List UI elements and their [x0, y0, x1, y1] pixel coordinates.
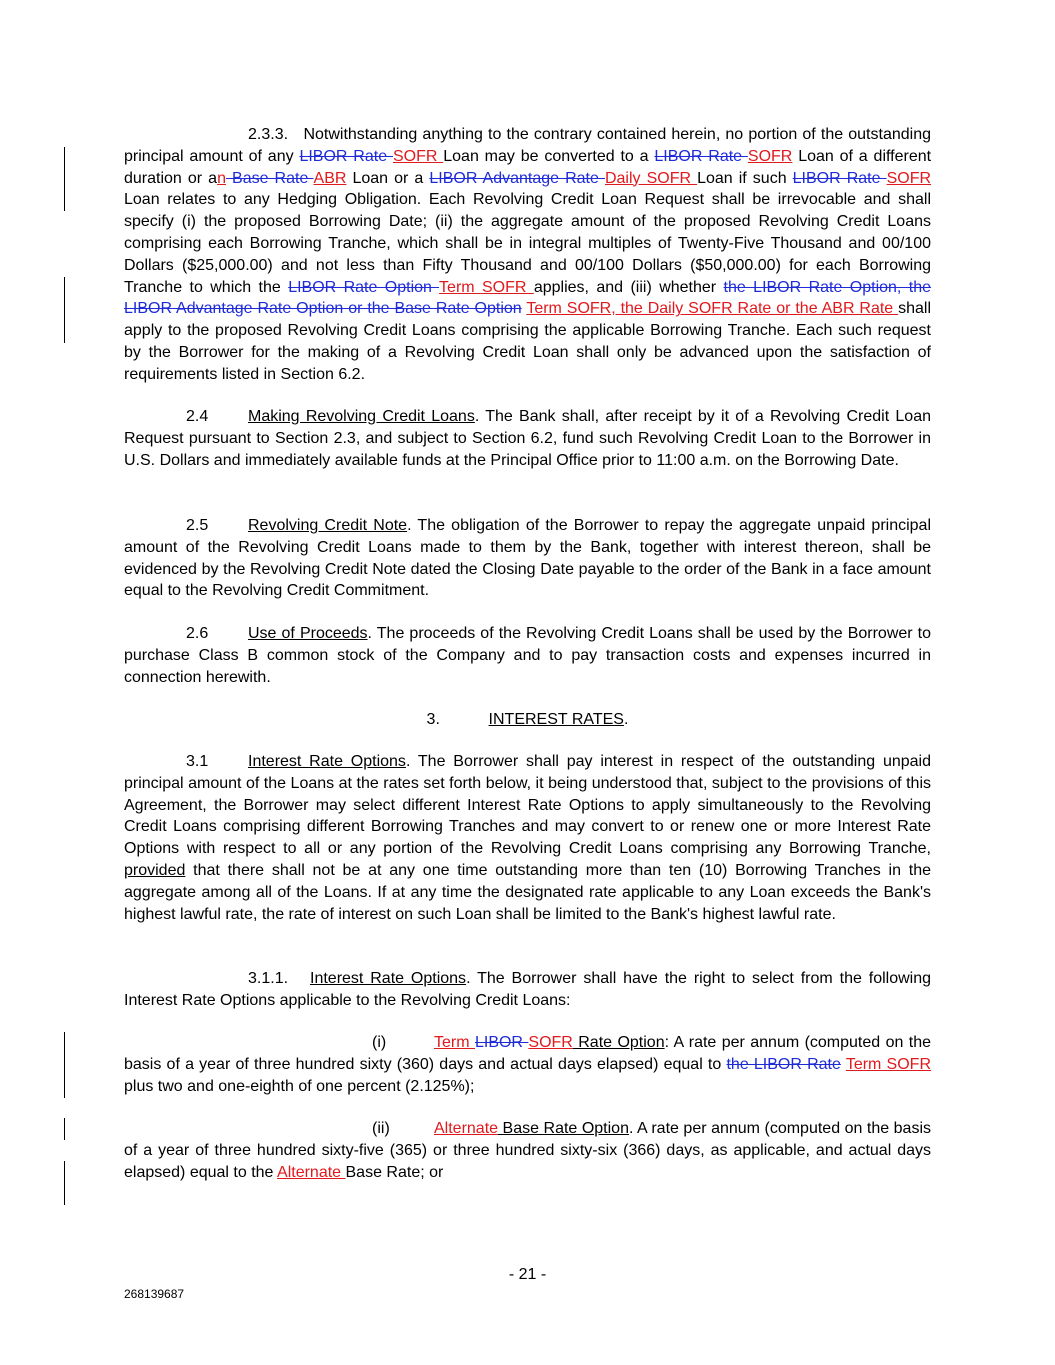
deleted-text: LIBOR — [474, 1034, 529, 1051]
section-title: Interest Rate Options — [248, 753, 406, 770]
change-bar — [64, 1161, 65, 1205]
deleted-text: Base Rate — [225, 169, 314, 187]
section-2-4 — [124, 406, 931, 471]
article-heading — [124, 709, 931, 731]
body-text: . The Bank shall, after receipt by it of a Revolving Credit Loan Request pursuant to Section 2.3, and subject to Section 6.2, fund such Revolving Credit Loan to the Borrower in U.S. Dollars and immediately available funds at the Principal Office prior to 11:00 a.m. on the Borrowing Date. — [124, 408, 931, 469]
body-text: Loan if such — [697, 169, 793, 187]
article-title: INTEREST RATES — [488, 711, 624, 728]
body-text: : A rate per annum (computed on the basis of a year of three hundred sixty (360) days and actual days elapsed) equal to — [124, 1034, 932, 1073]
section-3-1 — [124, 751, 931, 925]
body-text: Base Rate; or — [345, 1163, 444, 1181]
body-text: that there shall not be at any one time outstanding more than ten (10) Borrowing Tranches in the aggregate among all of the Loans. If at any time the designated rate applicable to any Loan exceeds the Bank's highest lawful rate, the rate of interest on such Loan shall be limited to the Bank's highest lawful rate. — [124, 861, 931, 923]
body-text: Loan relates to any Hedging Obligation. Each Revolving Credit Loan Request shall be irrevocable and shall specify (i) the proposed Borrowing Date; (ii) the aggregate amount of the proposed Revolving Credit Loans comprising each Borrowing Tranche, which shall be in integral multiples of Twenty-Five Thousand and 00/100 Dollars ($25,000.00) and not less than Fifty Thousand and 00/100 Dollars ($50,000.00) for each Borrowing Tranche to which the — [124, 191, 931, 296]
body-text: Loan of a different duration or a — [124, 147, 932, 187]
body-text: . The proceeds of the Revolving Credit Loans shall be used by the Borrower to purchase Class B common stock of the Company and to pay transaction costs and expenses incurred in connection herewith. — [124, 625, 932, 686]
deleted-text: LIBOR Rate — [299, 147, 393, 165]
inserted-text: ABR — [313, 169, 347, 187]
body-text: Loan may be converted to a — [443, 147, 655, 165]
body-text: . The Borrower shall have the right to select from the following Interest Rate Options applicable to the Revolving Credit Loans: — [124, 970, 932, 1009]
section-number: 3. — [426, 711, 440, 728]
rate-option-i — [124, 1032, 931, 1097]
punctuation: . — [623, 711, 629, 728]
section-3-1-1 — [124, 968, 931, 1012]
inserted-text: Daily SOFR — [604, 169, 698, 187]
section-title: Use of Proceeds — [248, 625, 368, 642]
section-number: 2.4 — [186, 408, 209, 425]
section-2-5 — [124, 515, 931, 602]
inserted-text: SOFR — [392, 147, 444, 165]
body-text: . A rate per annum (computed on the basis of a year of three hundred sixty-five (365) or three hundred sixty-six (366) days, as applicable, and actual days elapsed) equal to the — [124, 1120, 931, 1181]
inserted-text: SOFR — [528, 1034, 573, 1051]
section-2-3-3 — [124, 124, 931, 386]
section-title: Revolving Credit Note — [248, 517, 408, 534]
change-bar — [64, 1118, 65, 1140]
body-text: . The obligation of the Borrower to repay the aggregate unpaid principal amount of the Revolving Credit Loans made to them by the Bank, together with interest thereon, shall be evidenced by the Revolving Credit Note dated the Closing Date payable to the order of the Bank in a face amount equal to the Revolving Credit Commitment. — [124, 517, 932, 600]
section-number: 3.1 — [186, 753, 209, 770]
deleted-text: LIBOR Rate — [654, 147, 748, 165]
inserted-text: n — [217, 169, 226, 187]
change-bar — [64, 147, 65, 211]
emphasis-provided: provided — [124, 861, 186, 879]
option-number: (ii) — [372, 1120, 390, 1137]
body-text: shall apply to the proposed Revolving Credit Loans comprising the applicable Borrowing Tranche. Each such request by the Borrower for the making of a Revolving Credit Loan shall only be advanced upon the satisfaction of requirements listed in Section 6.2. — [124, 300, 932, 383]
inserted-text: Term SOFR — [845, 1055, 932, 1073]
inserted-text: Term SOFR — [439, 278, 534, 296]
document-id: 268139687 — [124, 1287, 185, 1301]
deleted-text: the LIBOR Rate — [726, 1055, 841, 1073]
deleted-text: the LIBOR Rate Option, the LIBOR Advantage Rate Option or the Base Rate Option — [124, 278, 932, 318]
section-number: 2.6 — [186, 625, 209, 642]
deleted-text: LIBOR Rate — [792, 169, 887, 187]
section-2-6 — [124, 623, 931, 688]
change-bar — [64, 277, 65, 343]
body-text: plus two and one-eighth of one percent (2.125%); — [124, 1077, 475, 1095]
option-number: (i) — [372, 1034, 387, 1051]
inserted-text: Alternate — [277, 1163, 346, 1181]
rate-option-ii — [124, 1118, 931, 1183]
inserted-text: Alternate — [434, 1120, 499, 1137]
section-number: 2.3.3. — [248, 126, 289, 143]
inserted-text: SOFR — [886, 169, 932, 187]
inserted-text: SOFR — [747, 147, 793, 165]
deleted-text: LIBOR Advantage Rate — [429, 169, 605, 187]
inserted-text: Term — [434, 1034, 475, 1051]
section-title: Making Revolving Credit Loans — [248, 408, 475, 425]
option-title: Base Rate Option — [498, 1120, 629, 1137]
section-number: 2.5 — [186, 517, 209, 534]
deleted-text: LIBOR Rate Option — [288, 278, 440, 296]
section-title: Interest Rate Options — [310, 970, 467, 987]
section-number: 3.1.1. — [248, 970, 289, 987]
body-text: applies, and (iii) whether — [533, 278, 724, 296]
body-text: Notwithstanding anything to the contrary contained herein, no portion of the outstanding principal amount of any — [124, 126, 931, 165]
change-bar — [64, 1032, 65, 1098]
body-text: Loan or a — [346, 169, 430, 187]
body-text: . The Borrower shall pay interest in respect of the outstanding unpaid principal amount of the Loans at the rates set forth below, it being understood that, subject to the provisions of this Agreement, the Borrower may select different Interest Rate Options to apply simultaneously to the Revolving Credit Loans comprising different Borrowing Tranches and may convert to or renew one or more Interest Rate Options with respect to all or any portion of the Revolving Credit Loans comprising any Borrowing Tranche, — [124, 753, 932, 858]
option-title: Rate Option — [572, 1034, 665, 1051]
inserted-text: Term SOFR, the Daily SOFR Rate or the ABR Rate — [526, 300, 899, 318]
page-number: - 21 - — [508, 1266, 547, 1283]
